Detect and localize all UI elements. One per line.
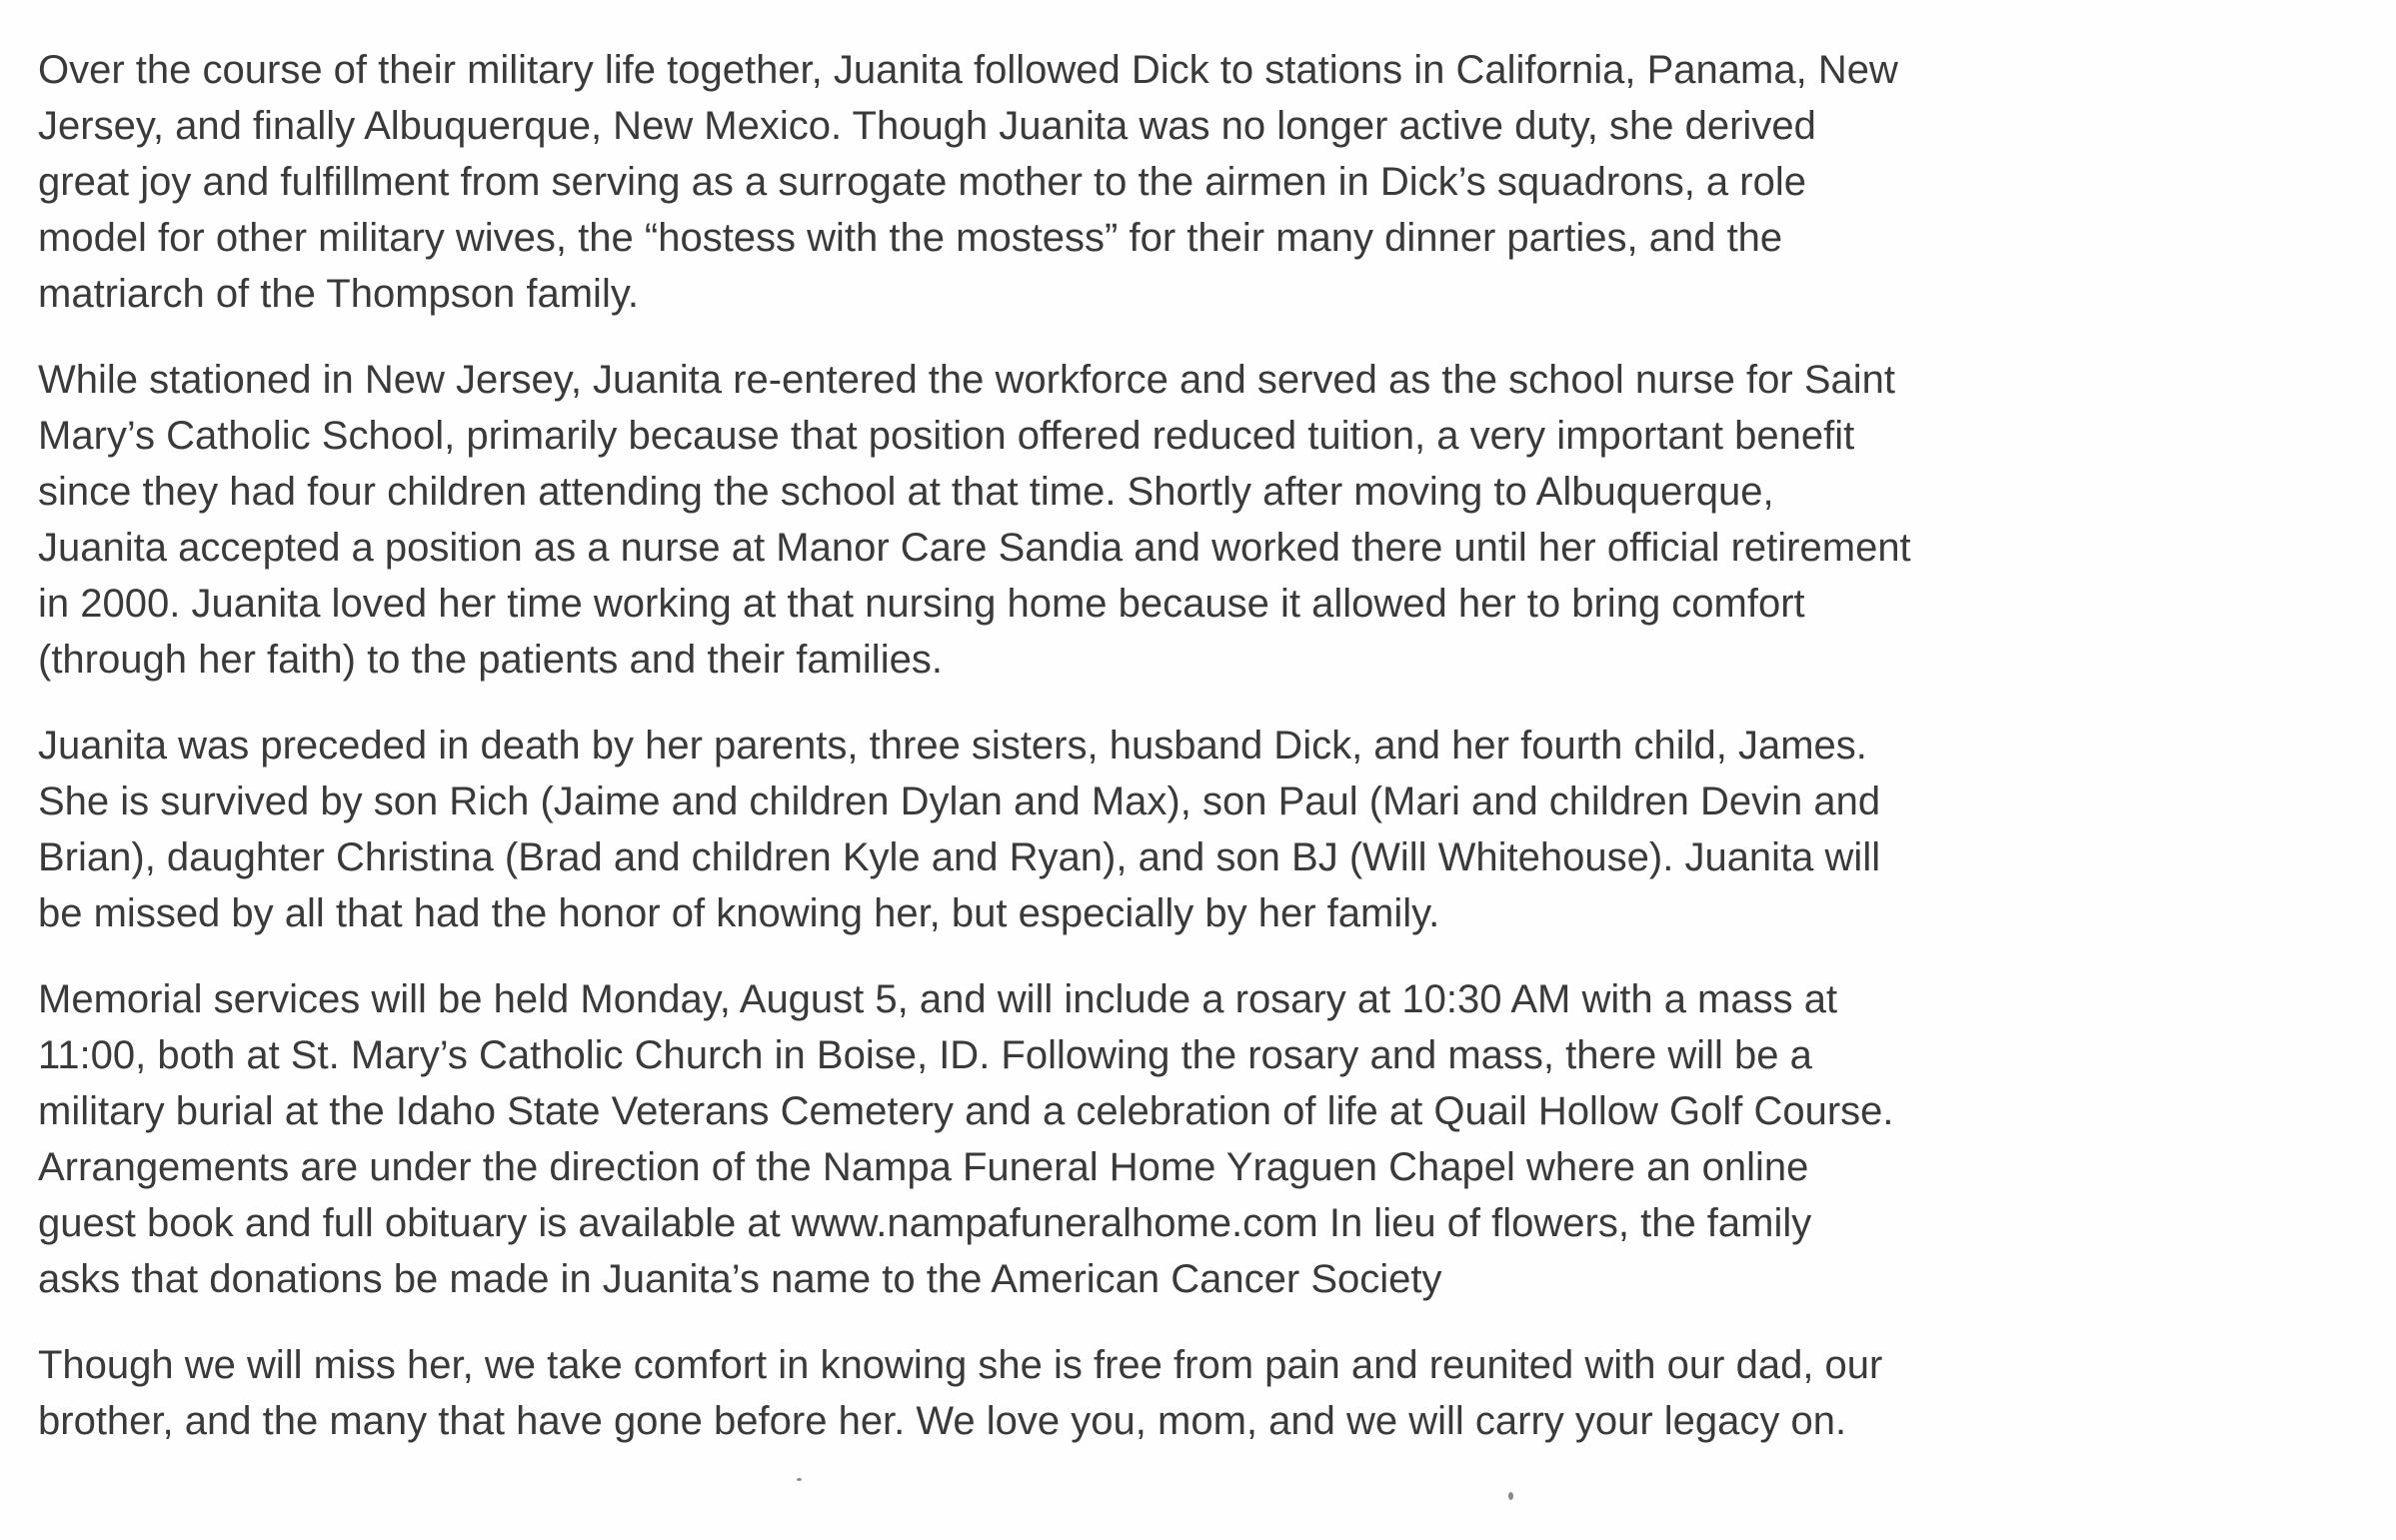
text-line: brother, and the many that have gone before her. We love you, mom, and we will carry your legacy on. (38, 1399, 1847, 1443)
text-line: Juanita accepted a position as a nurse at Manor Care Sandia and worked there until her official retirement (38, 526, 1911, 570)
text-line: matriarch of the Thompson family. (38, 272, 639, 316)
text-line: Mary’s Catholic School, primarily because that position offered reduced tuition, a very important benefit (38, 414, 1855, 458)
text-line: Juanita was preceded in death by her parents, three sisters, husband Dick, and her fourth child, James. (38, 724, 1867, 768)
paragraph-career (38, 352, 2367, 688)
text-line: Though we will miss her, we take comfort in knowing she is free from pain and reunited with our dad, our (38, 1343, 1883, 1387)
text-line: 11:00, both at St. Mary’s Catholic Church in Boise, ID. Following the rosary and mass, there will be a (38, 1033, 1812, 1077)
text-line: Jersey, and finally Albuquerque, New Mexico. Though Juanita was no longer active duty, she derived (38, 104, 1816, 148)
text-line: since they had four children attending the school at that time. Shortly after moving to Albuquerque, (38, 470, 1774, 514)
text-line: Over the course of their military life together, Juanita followed Dick to stations in California, Panama, New (38, 48, 1898, 92)
text-line: She is survived by son Rich (Jaime and children Dylan and Max), son Paul (Mari and children Devin and (38, 779, 1881, 823)
text-line: While stationed in New Jersey, Juanita re-entered the workforce and served as the school nurse for Saint (38, 358, 1895, 402)
text-line: (through her faith) to the patients and their families. (38, 638, 943, 682)
text-line: great joy and fulfillment from serving as a surrogate mother to the airmen in Dick’s squadrons, a role (38, 160, 1806, 204)
text-line: be missed by all that had the honor of knowing her, but especially by her family. (38, 891, 1440, 935)
text-line: Brian), daughter Christina (Brad and children Kyle and Ryan), and son BJ (Will Whitehouse). Juanita will (38, 835, 1881, 879)
text-line: in 2000. Juanita loved her time working at that nursing home because it allowed her to bring comfort (38, 582, 1805, 626)
obituary-text (38, 42, 2367, 1479)
text-line: asks that donations be made in Juanita’s name to the American Cancer Society (38, 1257, 1442, 1301)
paragraph-military-life (38, 42, 2367, 322)
scan-speck (797, 1478, 802, 1481)
paragraph-family (38, 718, 2367, 941)
text-line: Memorial services will be held Monday, August 5, and will include a rosary at 10:30 AM with a mass at (38, 977, 1838, 1021)
text-line: guest book and full obituary is available at www.nampafuneralhome.com In lieu of flowers, the family (38, 1201, 1812, 1245)
text-line: Arrangements are under the direction of the Nampa Funeral Home Yraguen Chapel where an online (38, 1145, 1809, 1189)
paragraph-closing (38, 1337, 2367, 1449)
scan-speck (1508, 1492, 1513, 1500)
text-line: model for other military wives, the “hostess with the mostess” for their many dinner parties, and the (38, 216, 1783, 260)
paragraph-memorial-services (38, 971, 2367, 1307)
text-line: military burial at the Idaho State Veterans Cemetery and a celebration of life at Quail Hollow Golf Course. (38, 1089, 1894, 1133)
